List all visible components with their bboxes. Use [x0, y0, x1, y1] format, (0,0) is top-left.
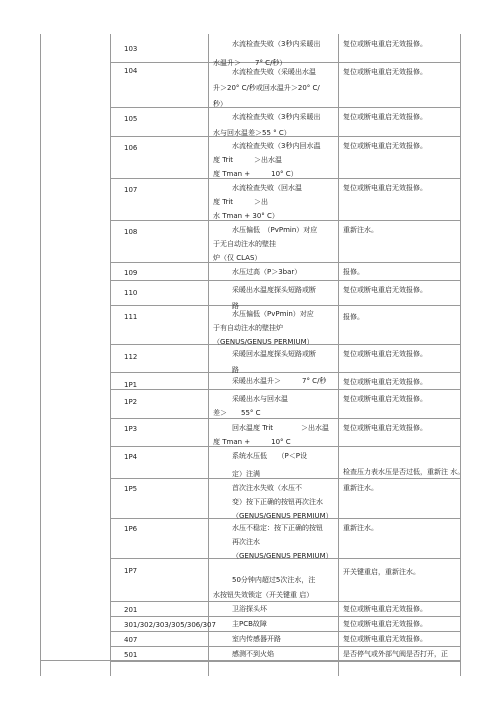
remedy-text: 复位或断电重启无效报修。	[343, 40, 427, 48]
row-divider	[110, 661, 460, 662]
fault-description-line: 卫浴探头坏	[232, 605, 267, 613]
fault-description-line: 度 Trit ＞出水温	[213, 156, 283, 164]
column-divider	[110, 34, 111, 676]
row-divider	[110, 220, 460, 221]
remedy-text: 报修。	[343, 313, 364, 321]
remedy-text: 复位或断电重启无效报修。	[343, 286, 427, 294]
remedy-text: 复位或断电重启无效报修。	[343, 68, 427, 76]
fault-code: 106	[124, 144, 138, 152]
row-divider	[110, 305, 460, 306]
fault-code: 111	[124, 313, 138, 321]
fault-description-line: 差＞ 55° C	[213, 409, 261, 417]
fault-description-line: 回水温度 Trit ＞出水温	[232, 424, 330, 432]
fault-description-line: 水 Tman + 30° C）	[213, 212, 279, 220]
remedy-text: 重新注水。	[343, 226, 378, 234]
fault-description-line: 定）注满	[232, 470, 260, 478]
fault-code: 105	[124, 115, 138, 123]
row-divider	[110, 601, 460, 602]
fault-code: 107	[124, 186, 138, 194]
fault-description-line: 系统水压低 （P＜P设	[232, 452, 307, 460]
fault-description-line: 主PCB故障	[232, 620, 267, 628]
fault-description-line: 水流检查失败（回水温	[232, 184, 302, 192]
fault-code: 108	[124, 228, 138, 236]
fault-code: 103	[124, 45, 138, 53]
remedy-text: 检查压力表水压是否过低，重新注 水。	[343, 468, 465, 476]
row-divider	[110, 616, 460, 617]
remedy-text: 重新注水。	[343, 524, 378, 532]
fault-description-line: 度 Trit ＞出	[213, 198, 269, 206]
row-divider	[110, 418, 460, 419]
remedy-text: 复位或断电重启无效报修。	[343, 635, 427, 643]
fault-description-line: 水按钮失效锁定（开关键重 启）	[213, 591, 314, 599]
remedy-text: 重新注水。	[343, 484, 378, 492]
remedy-text: 报修。	[343, 268, 364, 276]
column-divider	[338, 34, 339, 676]
row-divider	[110, 280, 460, 281]
fault-description-line: 水与回水温差＞55 ° C）	[213, 129, 291, 137]
fault-description-line: 室内传感器开路	[232, 635, 281, 643]
fault-description-line: 采暖出水温度探头短路或断	[232, 286, 316, 294]
fault-description-line: 变）按下正确的按钮再次注水	[232, 498, 323, 506]
fault-description-line: 再次注水	[232, 538, 260, 546]
fault-description-line: （GENUS/GENUS PERMIUM）	[232, 552, 333, 560]
fault-description-line: 水压偏低（PvPmin）对应	[232, 310, 314, 318]
fault-description-line: 水压过高（P＞3bar）	[232, 268, 302, 276]
remedy-text: 开关键重启，重新注水。	[343, 568, 420, 576]
remedy-text: 复位或断电重启无效报修。	[343, 113, 427, 121]
fault-description-line: 水流检查失败（3秒内回水温	[232, 142, 321, 150]
remedy-text: 是否停气或外部气阀是否打开，正	[343, 650, 448, 658]
row-divider	[110, 262, 460, 263]
fault-code: 110	[124, 289, 138, 297]
fault-description-line: （GENUS/GENUS PERMIUM）	[232, 512, 333, 520]
remedy-text: 复位或断电重启无效报修。	[343, 424, 427, 432]
fault-description-line: 炉（仅 CLAS）	[213, 254, 262, 262]
fault-description-line: 首次注水失败（水压不	[232, 484, 302, 492]
table-bottom-border	[40, 660, 460, 661]
row-divider	[110, 389, 460, 390]
fault-description-line: 水压不稳定：按下正确的按钮	[232, 524, 323, 532]
fault-description-line: 水压偏低 （PvPmin）对应	[232, 226, 318, 234]
fault-code: 301/302/303/305/306/307	[124, 621, 216, 629]
remedy-text: 复位或断电重启无效报修。	[343, 620, 427, 628]
table-right-border	[460, 34, 461, 676]
fault-description-line: 水温升＞ 7° C/秒）	[213, 59, 287, 67]
row-divider	[110, 478, 460, 479]
fault-description-line: 水流检查失败（采暖出水温	[232, 68, 316, 76]
fault-description-line: 采暖出水与回水温	[232, 395, 288, 403]
remedy-text: 复位或断电重启无效报修。	[343, 395, 427, 403]
fault-description-line: 度 Tman + 10° C	[213, 438, 291, 446]
fault-code: 1P2	[124, 398, 138, 406]
fault-description-line: 采暖出水温升＞ 7° C/秒	[232, 377, 327, 385]
fault-code: 407	[124, 636, 138, 644]
fault-code: 112	[124, 353, 138, 361]
fault-code: 501	[124, 651, 138, 659]
table-left-border	[40, 34, 41, 676]
fault-code: 1P4	[124, 453, 138, 461]
remedy-text: 复位或断电重启无效报修。	[343, 350, 427, 358]
fault-code: 1P7	[124, 567, 138, 575]
fault-code: 201	[124, 606, 138, 614]
fault-code: 1P1	[124, 381, 138, 389]
fault-description-line: 度 Tman + 10° C）	[213, 170, 298, 178]
fault-description-line: 采暖回水温度探头短路或断	[232, 350, 316, 358]
fault-description-line: 水流检查失败（3秒内采暖出	[232, 113, 321, 121]
fault-description-line: 秒）	[213, 100, 227, 108]
remedy-text: 复位或断电重启无效报修。	[343, 605, 427, 613]
fault-description-line: 感测不到火焰	[232, 650, 274, 658]
fault-code: 1P3	[124, 425, 138, 433]
row-divider	[110, 372, 460, 373]
remedy-text: 复位或断电重启无效报修。	[343, 184, 427, 192]
fault-description-line: 水流检查失败（3秒内采暖出	[232, 40, 321, 48]
row-divider	[110, 631, 460, 632]
fault-description-line: 于无自动注水的壁挂	[213, 240, 276, 248]
column-divider	[208, 34, 209, 676]
fault-description-line: 路	[232, 366, 239, 374]
row-divider	[110, 646, 460, 647]
fault-description-line: 路	[232, 302, 239, 310]
fault-description-line: 于有自动注水的壁挂炉	[213, 324, 283, 332]
remedy-text: 复位或断电重启无效报修。	[343, 142, 427, 150]
fault-description-line: 升＞20° C/秒或回水温升＞20° C/	[213, 84, 320, 92]
fault-description-line: （GENUS/GENUS PERMIUM）	[213, 338, 314, 346]
remedy-text: 复位或断电重启无效报修。	[343, 378, 427, 386]
fault-code: 1P5	[124, 485, 138, 493]
fault-code: 109	[124, 269, 138, 277]
fault-code: 104	[124, 67, 138, 75]
fault-code: 1P6	[124, 525, 138, 533]
fault-description-line: 50分钟内超过5次注水，注	[232, 576, 316, 584]
row-divider	[110, 107, 460, 108]
